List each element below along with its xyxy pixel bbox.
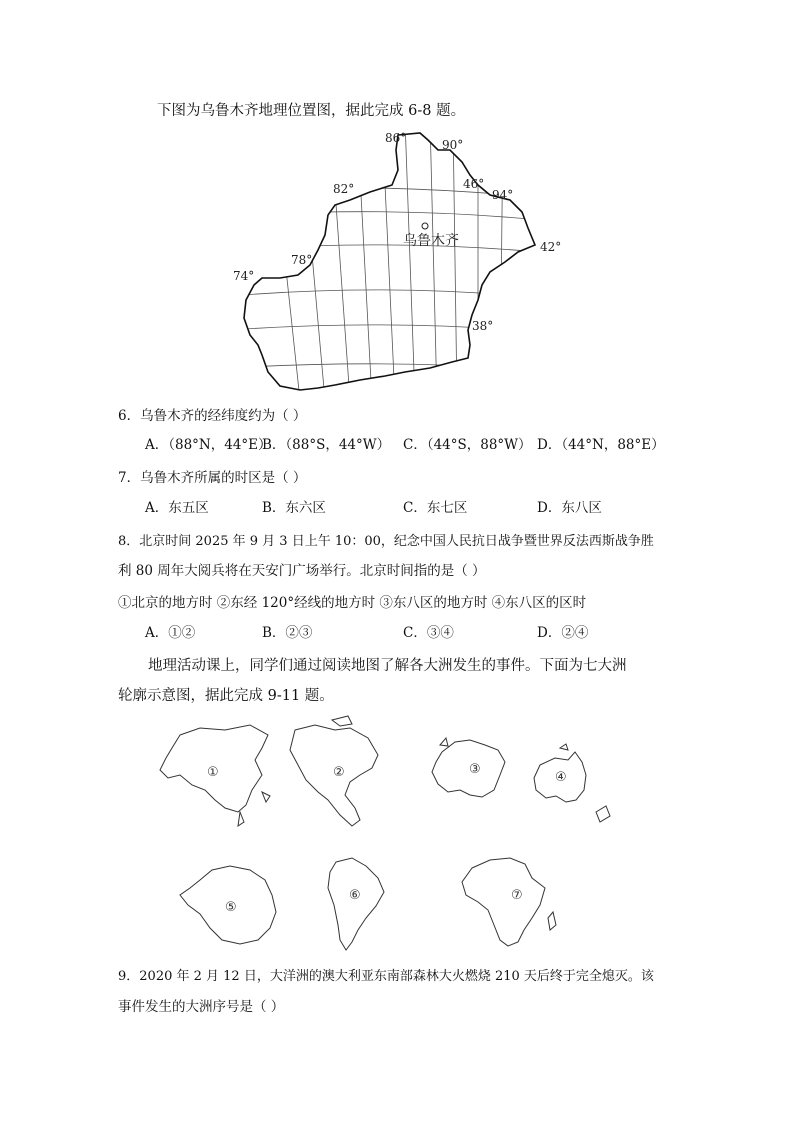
q7-option-d: D．东八区 bbox=[537, 500, 602, 516]
lon-label-82: 82° bbox=[333, 182, 355, 196]
intro-6-8: 下图为乌鲁木齐地理位置图，据此完成 6-8 题。 bbox=[157, 103, 466, 119]
urumqi-marker bbox=[422, 223, 428, 229]
q9-stem-line1: 9．2020 年 2 月 12 日，大洋洲的澳大利亚东南部森林大火燃烧 210 天后终于完全熄灭。该 bbox=[118, 969, 654, 984]
q8-stem-line2: 利 80 周年大阅兵将在天安门广场举行。北京时间指的是（ ） bbox=[118, 563, 486, 579]
q6-option-d: D．（44°N，88°E） bbox=[537, 437, 665, 453]
q7-stem: 7．乌鲁木齐所属的时区是（ ） bbox=[118, 470, 307, 486]
lat-label-46: 46° bbox=[463, 177, 485, 191]
q6-option-a: A．（88°N，44°E） bbox=[145, 437, 272, 453]
q8-stem-line1: 8．北京时间 2025 年 9 月 3 日上午 10：00，纪念中国人民抗日战争暨世界反法西斯战争胜 bbox=[118, 534, 654, 549]
q8-statements: ①北京的地方时 ②东经 120°经线的地方时 ③东八区的地方时 ④东八区的区时 bbox=[118, 595, 587, 611]
lon-label-86: 86° bbox=[385, 131, 407, 145]
lat-label-42: 42° bbox=[540, 240, 562, 254]
continent-label-4: ④ bbox=[555, 770, 567, 785]
city-label: 乌鲁木齐 bbox=[403, 233, 459, 249]
q7-option-a: A．东五区 bbox=[145, 500, 209, 516]
continent-label-7: ⑦ bbox=[511, 888, 523, 903]
q7-option-c: C．东七区 bbox=[403, 500, 468, 516]
continent-label-6: ⑥ bbox=[349, 888, 361, 903]
graticule bbox=[230, 120, 560, 400]
continent-oceania-outline bbox=[534, 744, 610, 822]
lon-label-90: 90° bbox=[442, 138, 464, 152]
q8-option-d: D．②④ bbox=[537, 625, 589, 641]
continent-label-2: ② bbox=[333, 765, 345, 780]
q8-option-c: C．③④ bbox=[403, 625, 454, 641]
lat-label-38: 38° bbox=[472, 319, 494, 333]
q8-option-b: B．②③ bbox=[262, 625, 313, 641]
continent-south-america-outline bbox=[328, 858, 384, 950]
xinjiang-outline bbox=[244, 133, 535, 390]
continent-label-3: ③ bbox=[469, 762, 481, 777]
q6-option-b: B．（88°S，44°W） bbox=[262, 437, 391, 453]
q8-option-a: A．①② bbox=[145, 625, 196, 641]
continent-label-1: ① bbox=[207, 765, 219, 780]
lon-label-78: 78° bbox=[291, 253, 313, 267]
q6-option-c: C．（44°S，88°W） bbox=[403, 437, 532, 453]
continent-africa-outline bbox=[462, 858, 556, 946]
q9-stem-line2: 事件发生的大洲序号是（ ） bbox=[118, 999, 285, 1015]
intro-9-11-line2: 轮廓示意图，据此完成 9-11 题。 bbox=[118, 688, 334, 704]
intro-9-11-line1: 地理活动课上，同学们通过阅读地图了解各大洲发生的事件。下面为七大洲 bbox=[148, 658, 627, 674]
q7-option-b: B．东六区 bbox=[262, 500, 326, 516]
q6-stem: 6．乌鲁木齐的经纬度约为（ ） bbox=[118, 408, 307, 424]
lon-label-94: 94° bbox=[492, 188, 514, 202]
continent-label-5: ⑤ bbox=[225, 900, 237, 915]
lon-label-74: 74° bbox=[233, 269, 255, 283]
